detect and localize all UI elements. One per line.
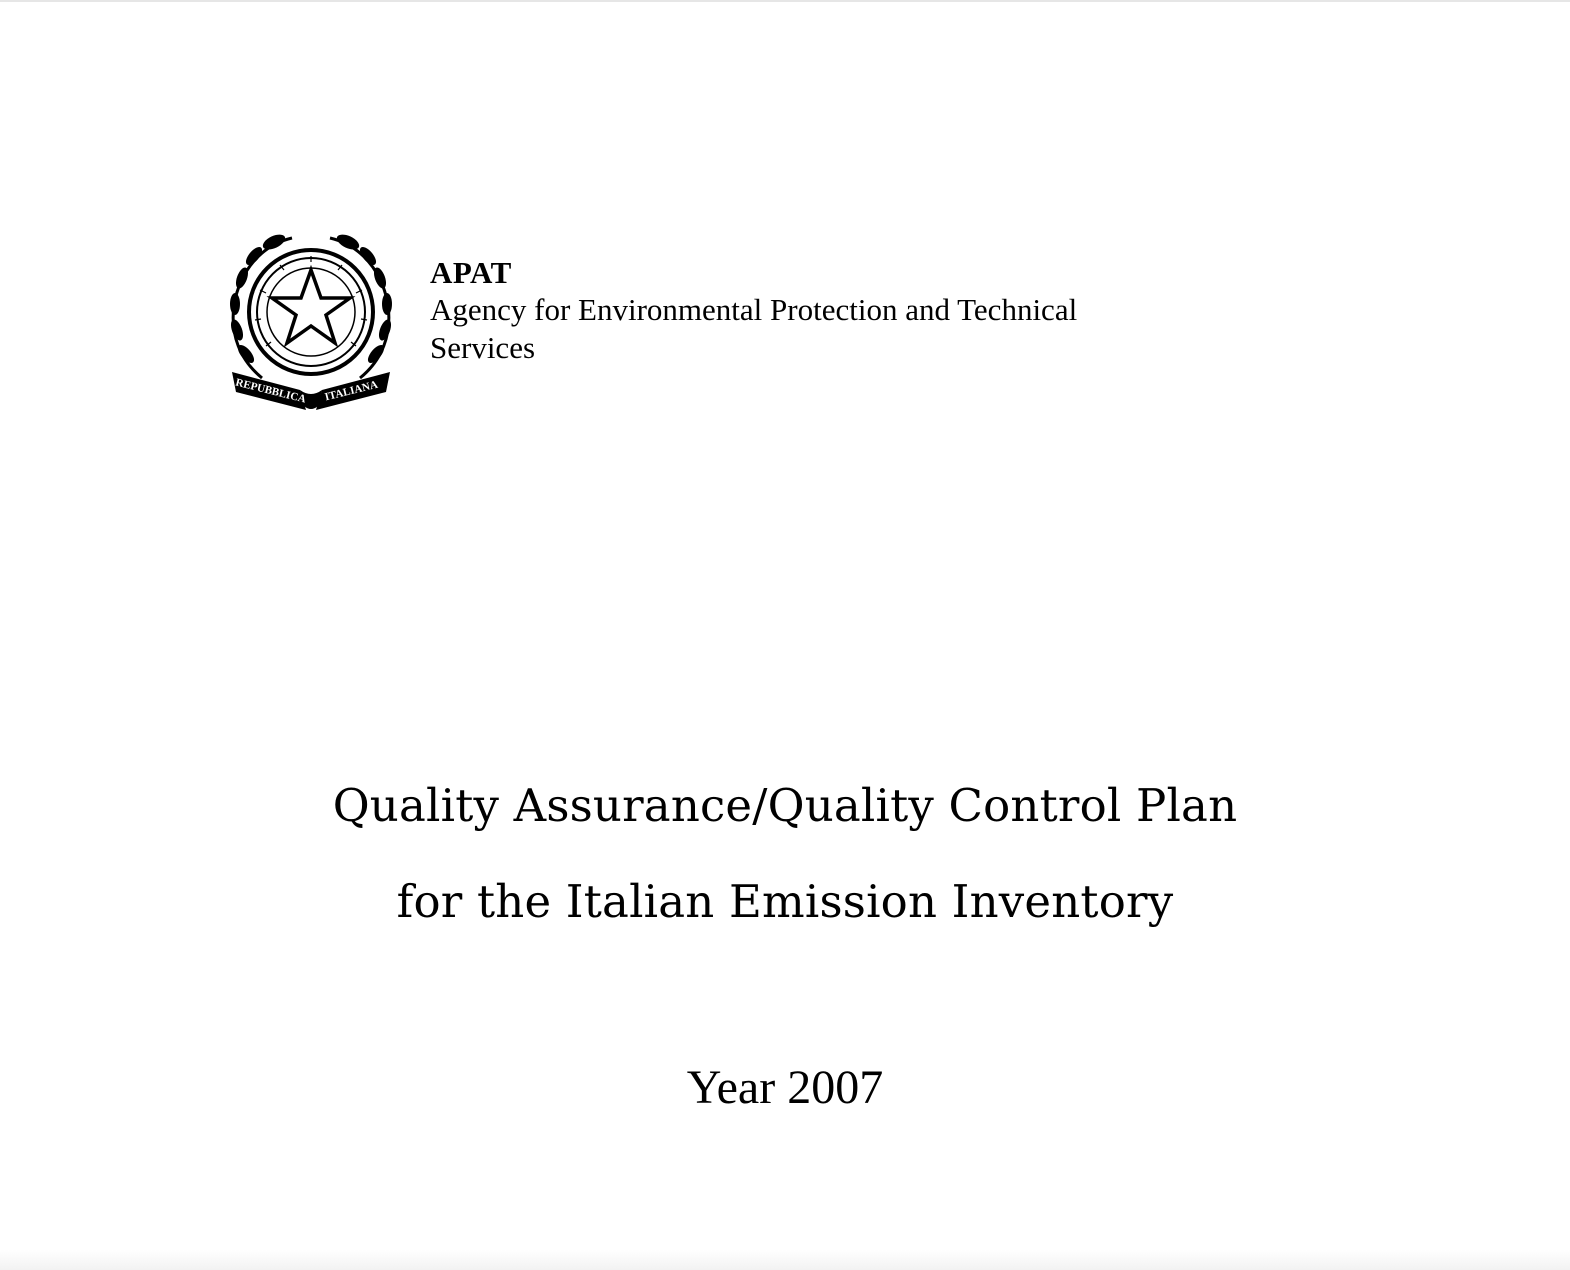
italian-republic-emblem-icon bbox=[222, 220, 400, 420]
agency-full-name: Agency for Environmental Protection and Technical Services bbox=[430, 292, 1078, 365]
page-bottom-edge bbox=[0, 1250, 1570, 1270]
emblem-label-right: ITALIANA bbox=[323, 378, 380, 404]
document-title bbox=[0, 758, 1570, 950]
agency-header bbox=[430, 254, 1150, 367]
title-line-1: Quality Assurance/Quality Control Plan bbox=[332, 779, 1238, 832]
page-top-edge bbox=[0, 0, 1570, 2]
title-line-2: for the Italian Emission Inventory bbox=[396, 875, 1174, 928]
emblem-label-left: REPUBBLICA bbox=[234, 376, 308, 406]
document-year: Year 2007 bbox=[686, 1061, 884, 1114]
agency-acronym: APAT bbox=[430, 255, 512, 290]
